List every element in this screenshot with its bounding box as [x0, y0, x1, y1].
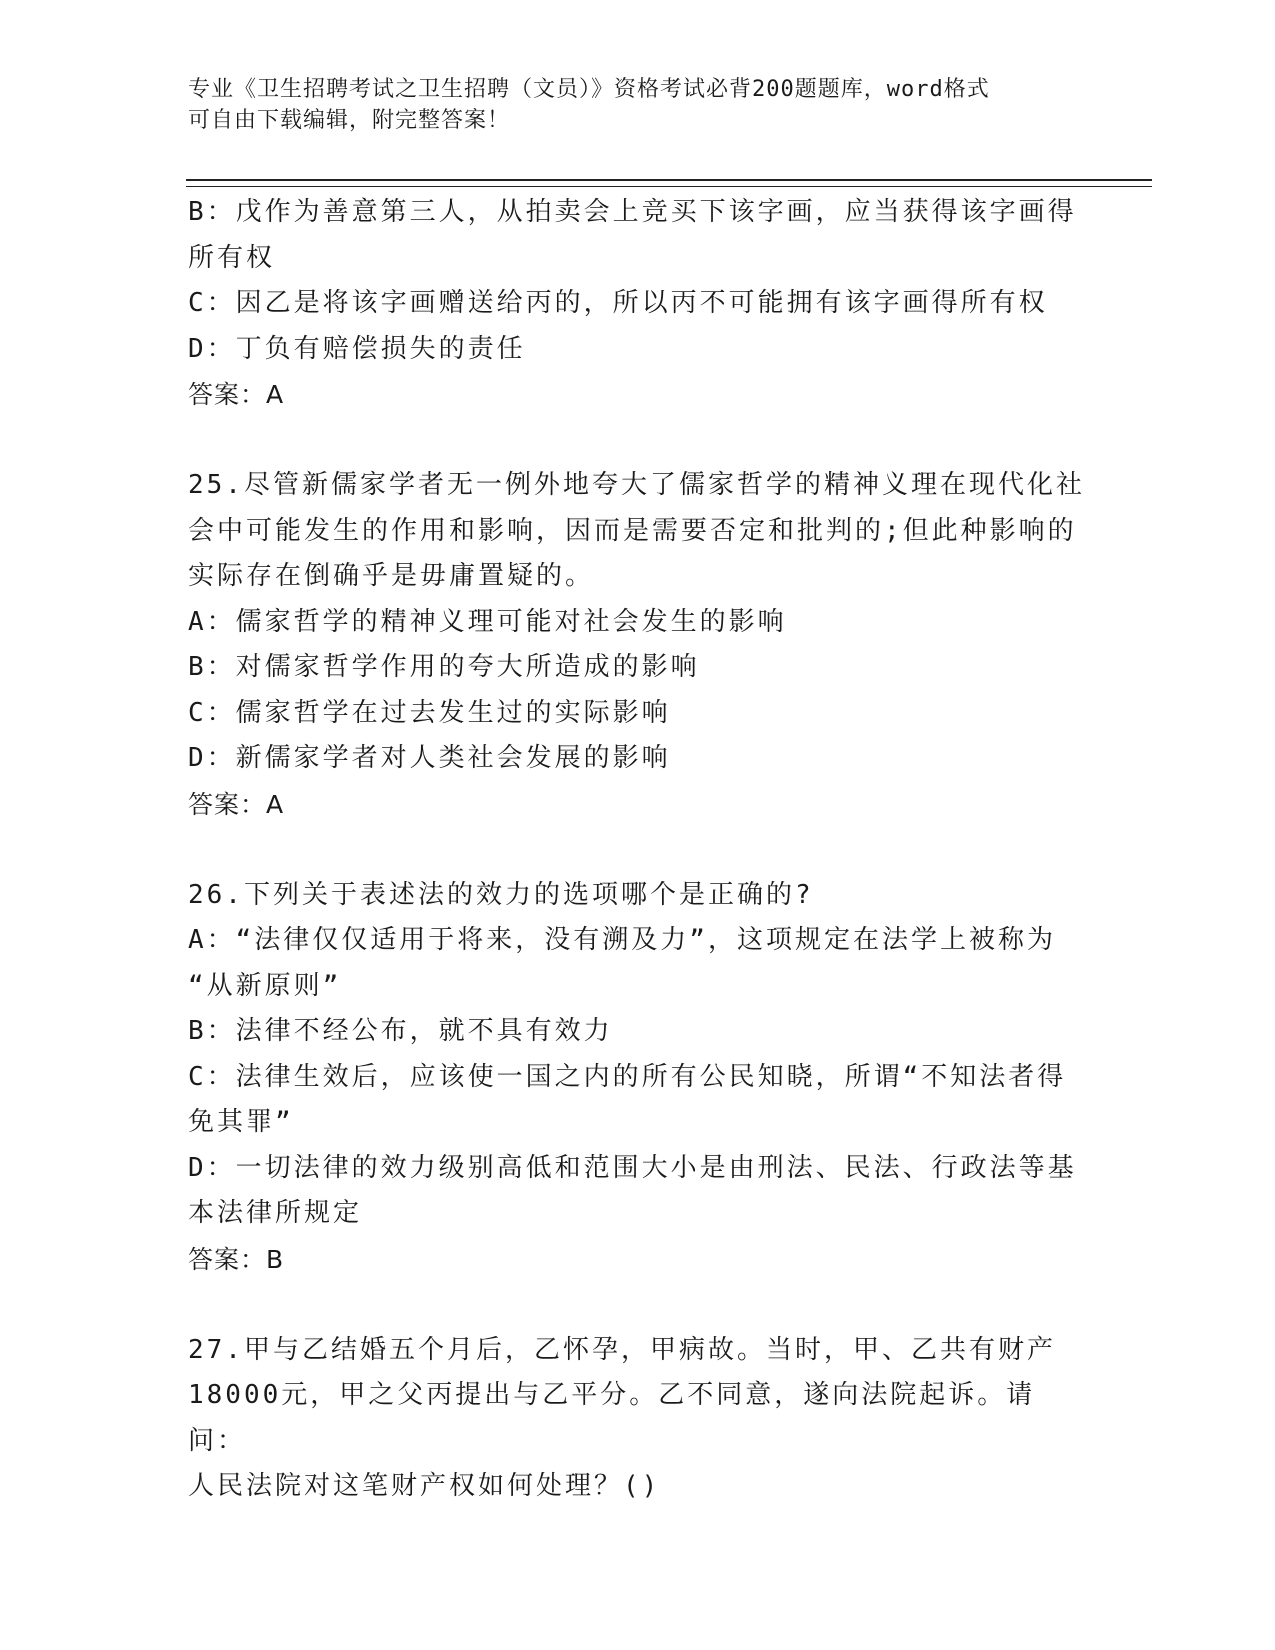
header-line-1: 专业《卫生招聘考试之卫生招聘（文员）》资格考试必背200题题库，word格式	[188, 77, 990, 102]
question-25	[188, 463, 1088, 827]
question-stem: 26.下列关于表述法的效力的选项哪个是正确的?	[188, 879, 814, 910]
header-line-2: 可自由下载编辑，附完整答案！	[188, 108, 511, 133]
question-stem-line-1: 25.尽管新儒家学者无一例外地夸大了儒家哲学的精神义理在现代化社	[188, 470, 1085, 500]
option-c: C：因乙是将该字画赠送给丙的，所以丙不可能拥有该字画得所有权	[188, 288, 1048, 318]
option-d: D：新儒家学者对人类社会发展的影响	[188, 743, 671, 773]
answer: 答案：A	[188, 380, 285, 409]
option-c-line-2: 免其罪”	[188, 1107, 294, 1137]
option-a-line-2: “从新原则”	[188, 970, 342, 1001]
question-27	[188, 1328, 1088, 1510]
question-stem-line-2: 会中可能发生的作用和影响，因而是需要否定和批判的;但此种影响的	[188, 515, 1077, 546]
option-a-line-1: A：“法律仅仅适用于将来，没有溯及力”，这项规定在法学上被称为	[188, 925, 1056, 955]
option-c-line-1: C：法律生效后，应该使一国之内的所有公民知晓，所谓“不知法者得	[188, 1061, 1067, 1092]
option-d-line-2: 本法律所规定	[188, 1198, 363, 1228]
option-b-line-1: B：戊作为善意第三人，从拍卖会上竞买下该字画，应当获得该字画得	[188, 197, 1077, 227]
question-stem-line-3: 人民法院对这笔财产权如何处理？()	[188, 1471, 661, 1501]
question-stem-line-2: 18000元，甲之父丙提出与乙平分。乙不同意，遂向法院起诉。请问：	[188, 1380, 1036, 1456]
option-c: C：儒家哲学在过去发生过的实际影响	[188, 697, 671, 728]
option-b-line-2: 所有权	[188, 242, 276, 273]
question-stem-line-1: 27.甲与乙结婚五个月后，乙怀孕，甲病故。当时，甲、乙共有财产	[188, 1334, 1056, 1365]
header-divider-thick	[186, 179, 1152, 181]
question-24-fragment	[188, 190, 1088, 418]
header-divider-thin	[186, 186, 1152, 187]
option-b: B：法律不经公布，就不具有效力	[188, 1016, 613, 1046]
answer: 答案：A	[188, 789, 285, 819]
option-d: D：丁负有赔偿损失的责任	[188, 333, 526, 364]
option-b: B：对儒家哲学作用的夸大所造成的影响	[188, 652, 700, 682]
document-body	[188, 190, 1088, 1510]
option-d-line-1: D：一切法律的效力级别高低和范围大小是由刑法、民法、行政法等基	[188, 1152, 1077, 1183]
page-header	[188, 74, 1068, 136]
option-a: A：儒家哲学的精神义理可能对社会发生的影响	[188, 606, 787, 637]
answer: 答案：B	[188, 1244, 285, 1274]
question-stem-line-3: 实际存在倒确乎是毋庸置疑的。	[188, 561, 595, 591]
question-26	[188, 873, 1088, 1283]
